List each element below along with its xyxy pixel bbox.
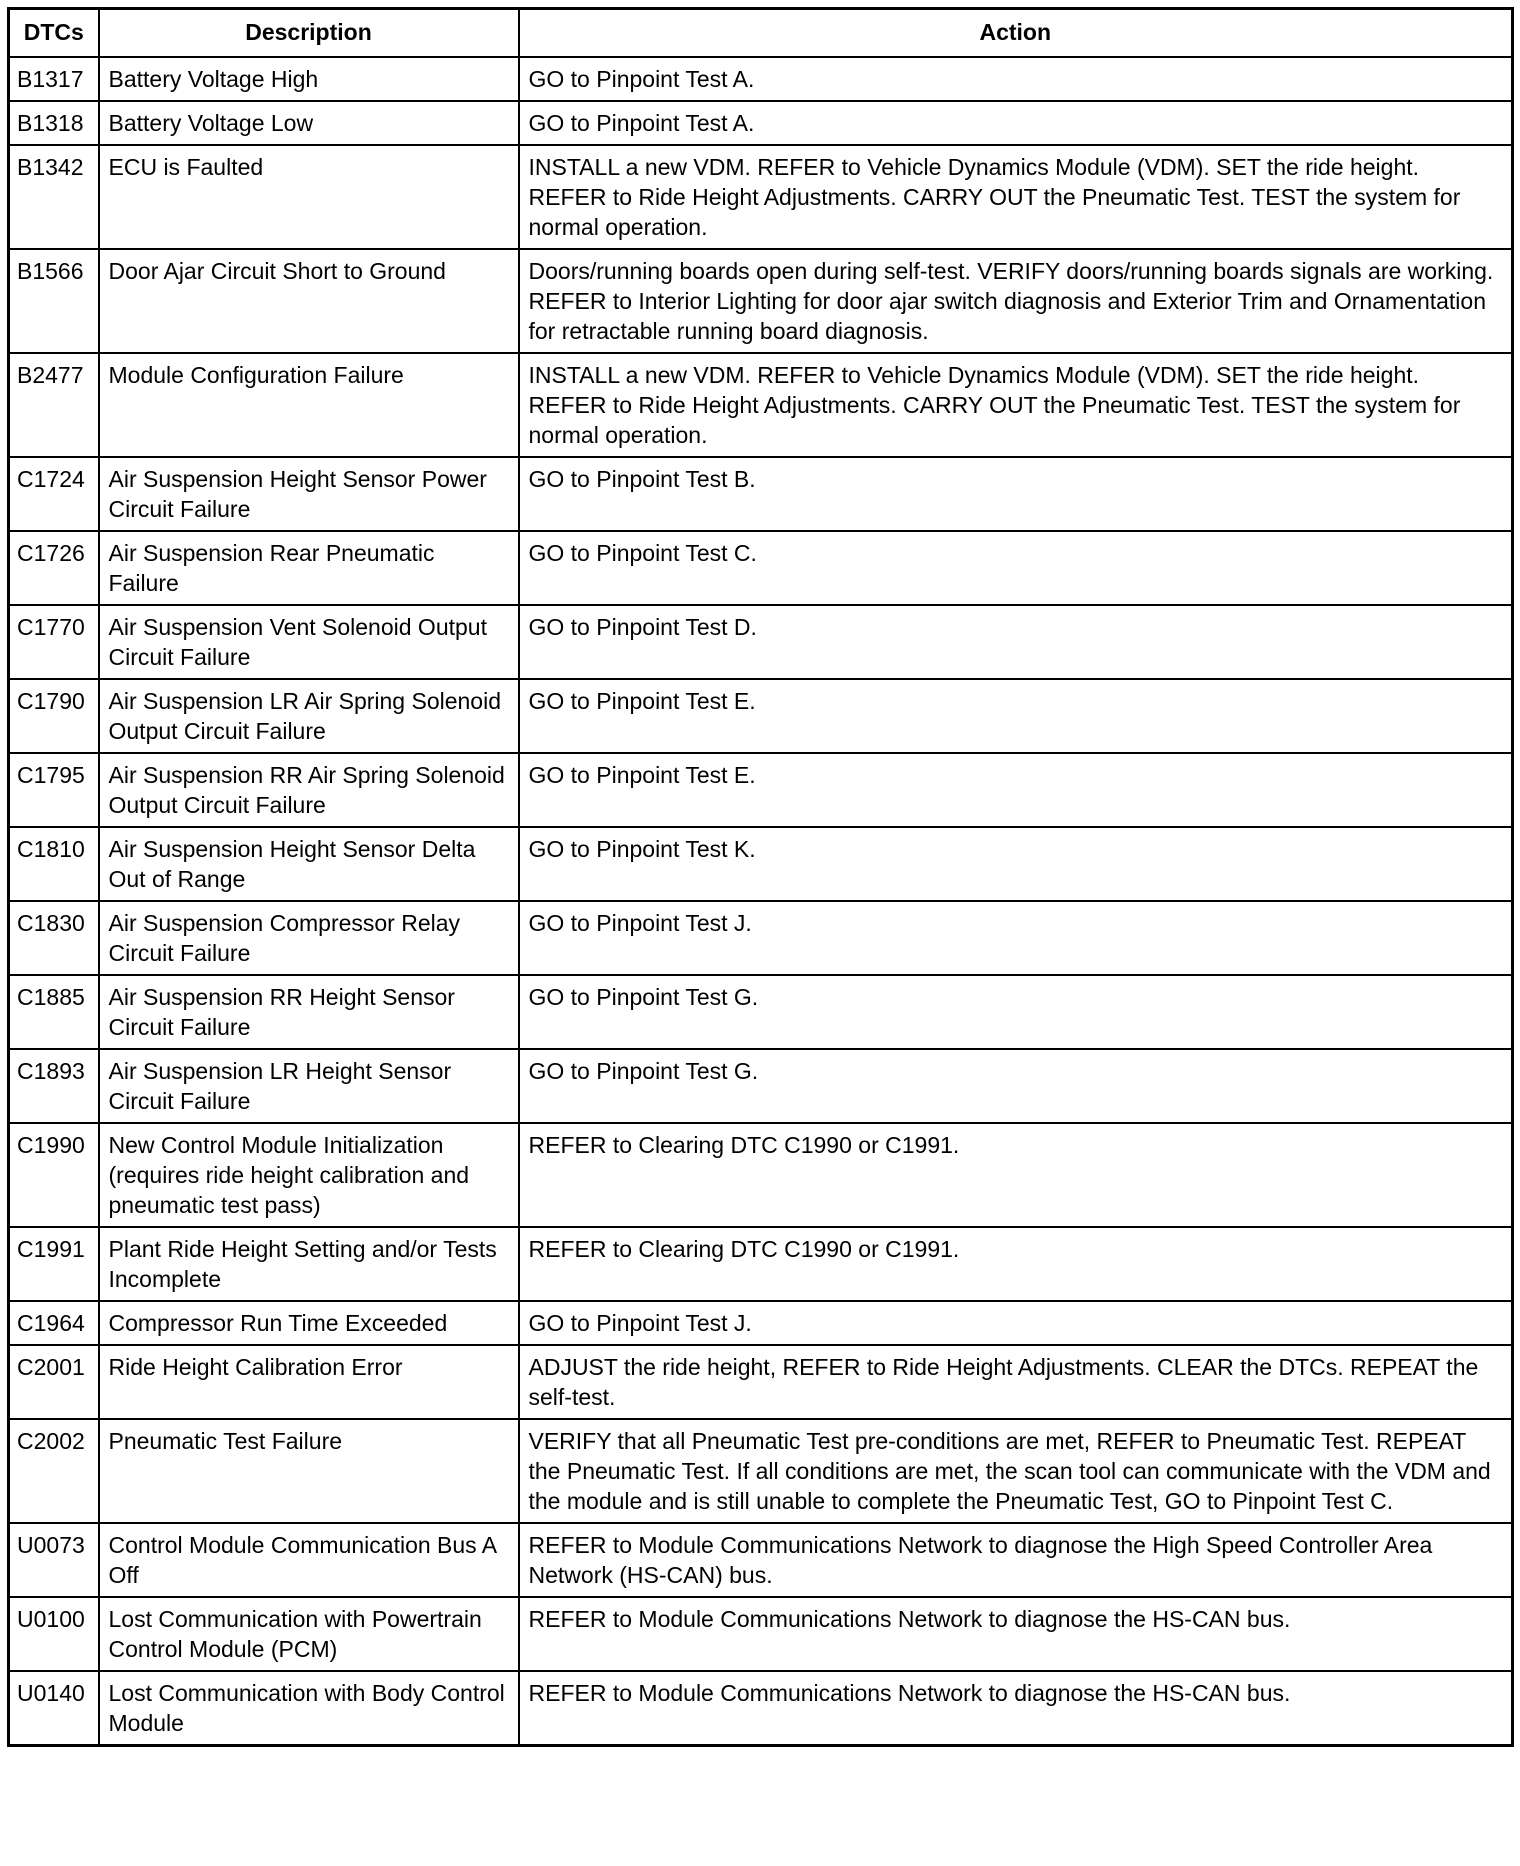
- dtc-code: C1790: [9, 679, 99, 753]
- dtc-action: GO to Pinpoint Test J.: [519, 1301, 1513, 1345]
- dtc-description: Plant Ride Height Setting and/or Tests Incomplete: [99, 1227, 519, 1301]
- table-row: [9, 1671, 1513, 1746]
- dtc-action: REFER to Module Communications Network to diagnose the HS-CAN bus.: [519, 1671, 1513, 1746]
- table-row: [9, 145, 1513, 249]
- table-row: [9, 57, 1513, 101]
- dtc-description: Module Configuration Failure: [99, 353, 519, 457]
- dtc-action: GO to Pinpoint Test K.: [519, 827, 1513, 901]
- dtc-description: Air Suspension Compressor Relay Circuit Failure: [99, 901, 519, 975]
- dtc-code: U0100: [9, 1597, 99, 1671]
- dtc-code: B1566: [9, 249, 99, 353]
- dtc-code: U0140: [9, 1671, 99, 1746]
- header-dtcs: DTCs: [9, 9, 99, 58]
- table-row: [9, 1301, 1513, 1345]
- dtc-action: REFER to Module Communications Network to diagnose the High Speed Controller Area Network (HS-CAN) bus.: [519, 1523, 1513, 1597]
- table-row: [9, 101, 1513, 145]
- dtc-action: REFER to Clearing DTC C1990 or C1991.: [519, 1227, 1513, 1301]
- dtc-description: Air Suspension LR Height Sensor Circuit Failure: [99, 1049, 519, 1123]
- table-row: [9, 1597, 1513, 1671]
- dtc-description: Air Suspension RR Air Spring Solenoid Output Circuit Failure: [99, 753, 519, 827]
- dtc-description: Door Ajar Circuit Short to Ground: [99, 249, 519, 353]
- dtc-action: Doors/running boards open during self-test. VERIFY doors/running boards signals are working. REFER to Interior Lighting for door ajar switch diagnosis and Exterior Trim and Ornamentation for retractable running board diagnosis.: [519, 249, 1513, 353]
- dtc-action: INSTALL a new VDM. REFER to Vehicle Dynamics Module (VDM). SET the ride height. REFER to Ride Height Adjustments. CARRY OUT the Pneumatic Test. TEST the system for normal operation.: [519, 145, 1513, 249]
- dtc-code: C1726: [9, 531, 99, 605]
- dtc-action: GO to Pinpoint Test J.: [519, 901, 1513, 975]
- dtc-description: Air Suspension Vent Solenoid Output Circuit Failure: [99, 605, 519, 679]
- table-row: [9, 1345, 1513, 1419]
- table-row: [9, 975, 1513, 1049]
- dtc-action: GO to Pinpoint Test E.: [519, 679, 1513, 753]
- dtc-code: C1724: [9, 457, 99, 531]
- dtc-description: ECU is Faulted: [99, 145, 519, 249]
- table-row: [9, 1523, 1513, 1597]
- dtc-action: VERIFY that all Pneumatic Test pre-conditions are met, REFER to Pneumatic Test. REPEAT the Pneumatic Test. If all conditions are met, the scan tool can communicate with the VDM and the module and is still unable to complete the Pneumatic Test, GO to Pinpoint Test C.: [519, 1419, 1513, 1523]
- dtc-action: GO to Pinpoint Test A.: [519, 57, 1513, 101]
- dtc-code: B1318: [9, 101, 99, 145]
- table-row: [9, 1049, 1513, 1123]
- dtc-code: C1991: [9, 1227, 99, 1301]
- dtc-action: GO to Pinpoint Test E.: [519, 753, 1513, 827]
- table-row: [9, 1123, 1513, 1227]
- dtc-description: Lost Communication with Body Control Module: [99, 1671, 519, 1746]
- dtc-action: GO to Pinpoint Test B.: [519, 457, 1513, 531]
- dtc-action: ADJUST the ride height, REFER to Ride Height Adjustments. CLEAR the DTCs. REPEAT the self-test.: [519, 1345, 1513, 1419]
- dtc-description: Air Suspension Height Sensor Power Circuit Failure: [99, 457, 519, 531]
- dtc-description: Air Suspension Rear Pneumatic Failure: [99, 531, 519, 605]
- dtc-code: C2002: [9, 1419, 99, 1523]
- table-header-row: [9, 9, 1513, 58]
- table-row: [9, 531, 1513, 605]
- dtc-action: GO to Pinpoint Test A.: [519, 101, 1513, 145]
- table-row: [9, 901, 1513, 975]
- table-row: [9, 605, 1513, 679]
- dtc-action: GO to Pinpoint Test D.: [519, 605, 1513, 679]
- table-row: [9, 753, 1513, 827]
- dtc-code: B1317: [9, 57, 99, 101]
- header-description: Description: [99, 9, 519, 58]
- dtc-code: U0073: [9, 1523, 99, 1597]
- table-row: [9, 827, 1513, 901]
- dtc-description: Lost Communication with Powertrain Control Module (PCM): [99, 1597, 519, 1671]
- dtc-action: INSTALL a new VDM. REFER to Vehicle Dynamics Module (VDM). SET the ride height. REFER to Ride Height Adjustments. CARRY OUT the Pneumatic Test. TEST the system for normal operation.: [519, 353, 1513, 457]
- dtc-description: Air Suspension Height Sensor Delta Out of Range: [99, 827, 519, 901]
- dtc-code: B1342: [9, 145, 99, 249]
- dtc-code: C1990: [9, 1123, 99, 1227]
- table-row: [9, 1227, 1513, 1301]
- dtc-description: Pneumatic Test Failure: [99, 1419, 519, 1523]
- dtc-code: C1795: [9, 753, 99, 827]
- dtc-table: [7, 7, 1514, 1747]
- dtc-description: Air Suspension LR Air Spring Solenoid Output Circuit Failure: [99, 679, 519, 753]
- dtc-description: Control Module Communication Bus A Off: [99, 1523, 519, 1597]
- dtc-action: GO to Pinpoint Test C.: [519, 531, 1513, 605]
- dtc-code: C1810: [9, 827, 99, 901]
- table-row: [9, 353, 1513, 457]
- table-row: [9, 679, 1513, 753]
- dtc-description: Ride Height Calibration Error: [99, 1345, 519, 1419]
- dtc-description: Battery Voltage Low: [99, 101, 519, 145]
- table-row: [9, 457, 1513, 531]
- dtc-code: C1770: [9, 605, 99, 679]
- table-row: [9, 1419, 1513, 1523]
- table-row: [9, 249, 1513, 353]
- dtc-action: GO to Pinpoint Test G.: [519, 975, 1513, 1049]
- dtc-code: B2477: [9, 353, 99, 457]
- dtc-code: C1893: [9, 1049, 99, 1123]
- dtc-code: C1885: [9, 975, 99, 1049]
- dtc-code: C1830: [9, 901, 99, 975]
- dtc-description: Compressor Run Time Exceeded: [99, 1301, 519, 1345]
- dtc-description: Battery Voltage High: [99, 57, 519, 101]
- dtc-action: REFER to Clearing DTC C1990 or C1991.: [519, 1123, 1513, 1227]
- dtc-code: C1964: [9, 1301, 99, 1345]
- dtc-description: Air Suspension RR Height Sensor Circuit Failure: [99, 975, 519, 1049]
- header-action: Action: [519, 9, 1513, 58]
- dtc-description: New Control Module Initialization (requires ride height calibration and pneumatic test pass): [99, 1123, 519, 1227]
- dtc-action: REFER to Module Communications Network to diagnose the HS-CAN bus.: [519, 1597, 1513, 1671]
- dtc-action: GO to Pinpoint Test G.: [519, 1049, 1513, 1123]
- dtc-code: C2001: [9, 1345, 99, 1419]
